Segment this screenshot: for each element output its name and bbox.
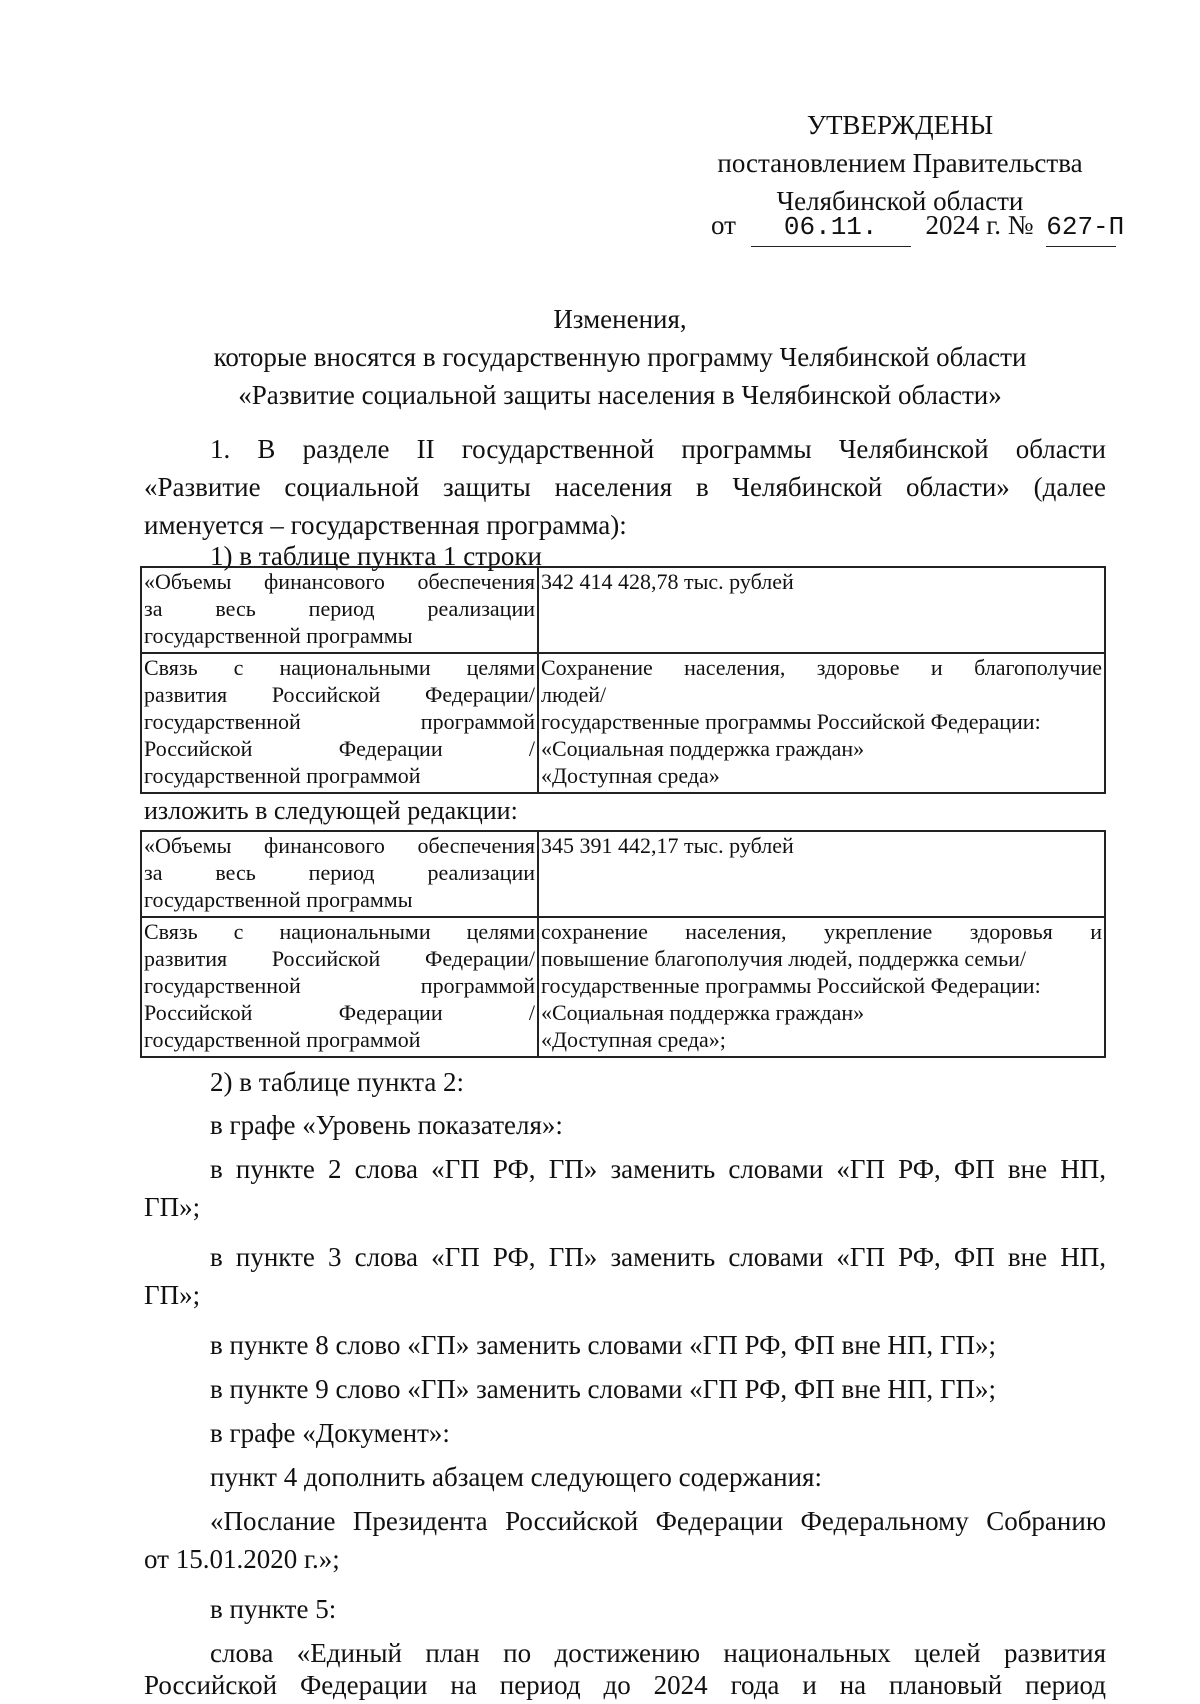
- point-2-text: в пункте 2 слова «ГП РФ, ГП» заменить словами «ГП РФ, ФП вне НП, ГП»;: [144, 1154, 1106, 1222]
- table-cell: Связь с национальными целями развития Российской Федерации/ государственной программой Российской Федерации / государственной программой: [141, 917, 538, 1057]
- table-new: [140, 830, 1106, 1058]
- decree-year: 2024 г. №: [925, 210, 1034, 240]
- document-title: [140, 300, 1100, 414]
- decree-number: 627-П: [1046, 208, 1116, 247]
- from-label: от: [711, 210, 736, 240]
- words-replacement-continued: Российской Федерации на период до 2024 года и на плановый период: [144, 1670, 1106, 1700]
- table-cell: Связь с национальными целями развития Российской Федерации/ государственной программой Российской Федерации / государственной программой: [141, 653, 538, 793]
- table-old: [140, 566, 1106, 794]
- point-9-text: в пункте 9 слово «ГП» заменить словами «ГП РФ, ФП вне НП, ГП»;: [210, 1374, 997, 1404]
- title-line-2: которые вносятся в государственную программу Челябинской области: [213, 342, 1027, 372]
- table-cell: «Объемы финансового обеспечения за весь период реализации государственной программы: [141, 567, 538, 653]
- point-8-text: в пункте 8 слово «ГП» заменить словами «ГП РФ, ФП вне НП, ГП»;: [210, 1330, 997, 1360]
- table-row: [141, 653, 1105, 793]
- table-cell: сохранение населения, укрепление здоровья и повышение благополучия людей, поддержка семьи/ государственные программы Российской Федерации: «Социальная поддержка граждан» «Доступная среда»;: [538, 917, 1105, 1057]
- title-line-1: Изменения,: [553, 304, 687, 334]
- table-cell: «Объемы финансового обеспечения за весь период реализации государственной программы: [141, 831, 538, 917]
- point-4-text: пункт 4 дополнить абзацем следующего содержания:: [210, 1462, 822, 1492]
- title-line-3: «Развитие социальной защиты населения в Челябинской области»: [238, 380, 1002, 410]
- decree-date: 06.11.: [751, 208, 911, 247]
- item-2: 2) в таблице пункта 2:: [210, 1067, 465, 1097]
- message-quote: «Послание Президента Российской Федерации Федеральному Собранию от 15.01.2020 г.»;: [144, 1506, 1106, 1574]
- paragraph-1-line-3: именуется – государственная программа):: [144, 510, 627, 540]
- table-cell: 342 414 428,78 тыс. рублей: [538, 567, 1105, 653]
- paragraph-1-line-2: «Развитие социальной защиты населения в Челябинской области» (далее: [144, 472, 1106, 502]
- approval-region: Челябинской области: [776, 186, 1024, 216]
- approval-block: [680, 106, 1120, 220]
- approval-heading: УТВЕРЖДЕНЫ: [806, 110, 994, 140]
- table-row: [141, 831, 1105, 917]
- approval-decree: постановлением Правительства: [717, 148, 1083, 178]
- item-1: 1) в таблице пункта 1 строки: [210, 541, 542, 571]
- table-row: [141, 567, 1105, 653]
- point-5-heading: в пункте 5:: [210, 1594, 337, 1624]
- paragraph-1-line-1: 1. В разделе II государственной программы Челябинской области: [210, 434, 1106, 464]
- replace-note: изложить в следующей редакции:: [144, 796, 518, 825]
- table-cell: 345 391 442,17 тыс. рублей: [538, 831, 1105, 917]
- approval-date-line: [711, 206, 1125, 247]
- words-replacement: слова «Единый план по достижению национальных целей развития: [210, 1638, 1106, 1668]
- table-cell: Сохранение населения, здоровье и благополучие людей/ государственные программы Российской Федерации: «Социальная поддержка граждан» «Доступная среда»: [538, 653, 1105, 793]
- point-3-text: в пункте 3 слова «ГП РФ, ГП» заменить словами «ГП РФ, ФП вне НП, ГП»;: [144, 1242, 1106, 1310]
- column-level-heading: в графе «Уровень показателя»:: [210, 1110, 563, 1140]
- table-row: [141, 917, 1105, 1057]
- column-document-heading: в графе «Документ»:: [210, 1418, 450, 1448]
- paragraph-1: [144, 430, 1106, 544]
